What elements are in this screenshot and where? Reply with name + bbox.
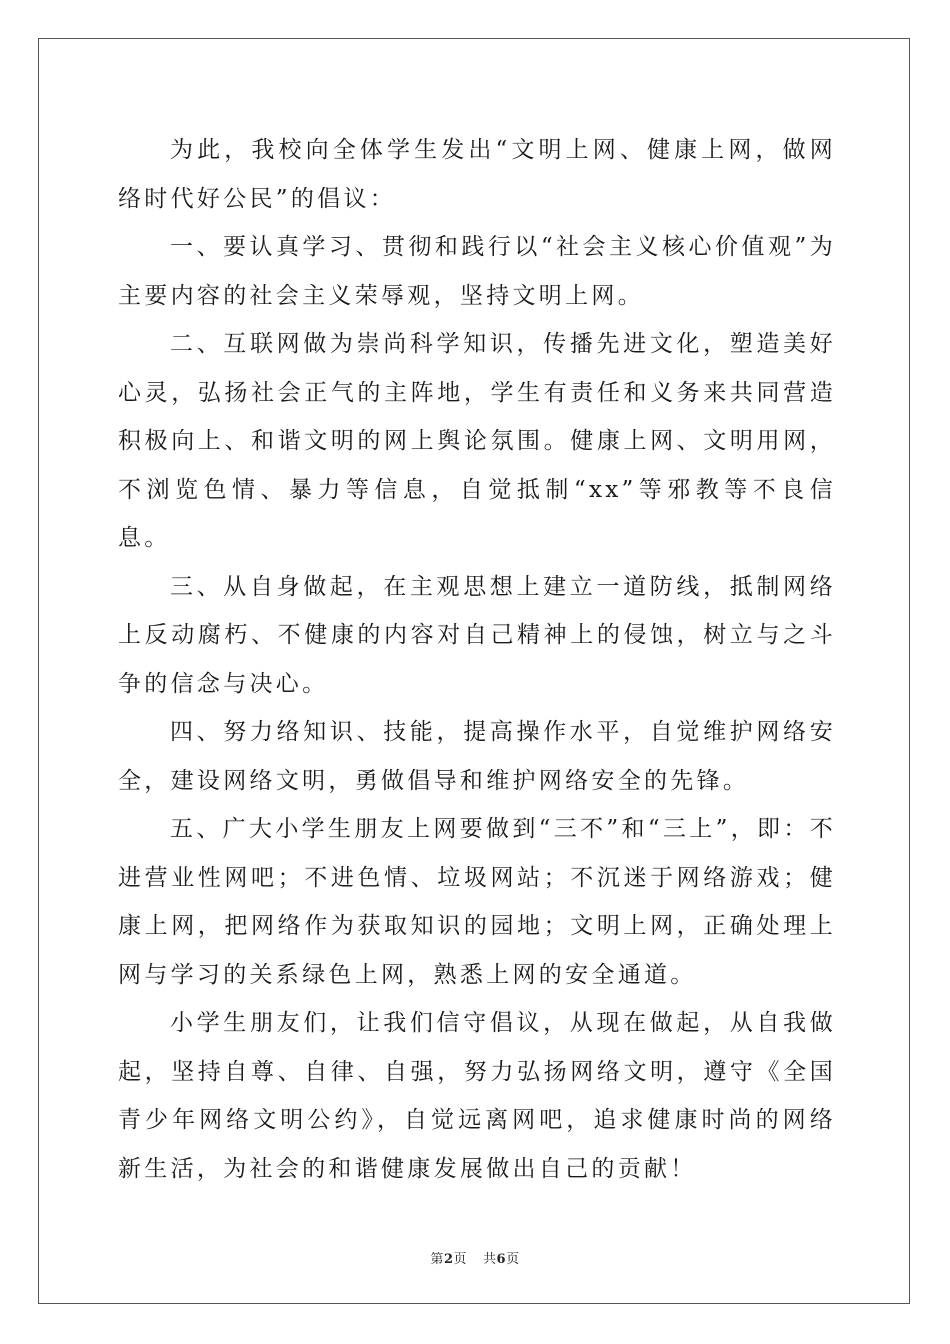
page-suffix: 页 xyxy=(453,1252,467,1267)
total-suffix: 页 xyxy=(506,1252,520,1267)
paragraph-item-1: 一、要认真学习、贯彻和践行以“社会主义核心价值观”为主要内容的社会主义荣辱观，坚持文明上网。 xyxy=(118,234,836,309)
paragraph-item-3: 三、从自身做起，在主观思想上建立一道防线，抵制网络上反动腐朽、不健康的内容对自己精神上的侵蚀，树立与之斗争的信念与决心。 xyxy=(118,573,836,697)
paragraph-item-4: 四、努力络知识、技能，提高操作水平，自觉维护网络安全，建设网络文明，勇做倡导和维护网络安全的先锋。 xyxy=(118,719,836,794)
total-prefix: 共 xyxy=(483,1252,497,1267)
paragraph-intro: 为此，我校向全体学生发出“文明上网、健康上网，做网络时代好公民”的倡议： xyxy=(118,137,836,212)
paragraph-item-5: 五、广大小学生朋友上网要做到“三不”和“三上”，即：不进营业性网吧；不进色情、垃圾网站；不沉迷于网络游戏；健康上网，把网络作为获取知识的园地；文明上网，正确处理上网与学习的关系绿色上网，熟悉上网的安全通道。 xyxy=(118,816,836,988)
page-footer xyxy=(0,1248,950,1267)
page-prefix: 第 xyxy=(430,1252,444,1267)
total-pages: 6 xyxy=(496,1252,507,1267)
paragraph-item-2: 二、互联网做为崇尚科学知识，传播先进文化，塑造美好心灵，弘扬社会正气的主阵地，学生有责任和义务来共同营造积极向上、和谐文明的网上舆论氛围。健康上网、文明用网，不浏览色情、暴力等信息，自觉抵制“xx”等邪教等不良信息。 xyxy=(118,331,836,551)
paragraph-closing: 小学生朋友们，让我们信守倡议，从现在做起，从自我做起，坚持自尊、自律、自强，努力弘扬网络文明，遵守《全国青少年网络文明公约》，自觉远离网吧，追求健康时尚的网络新生活，为社会的和谐健康发展做出自己的贡献！ xyxy=(118,1010,836,1182)
page-number: 2 xyxy=(443,1252,454,1267)
document-body xyxy=(118,126,836,1193)
